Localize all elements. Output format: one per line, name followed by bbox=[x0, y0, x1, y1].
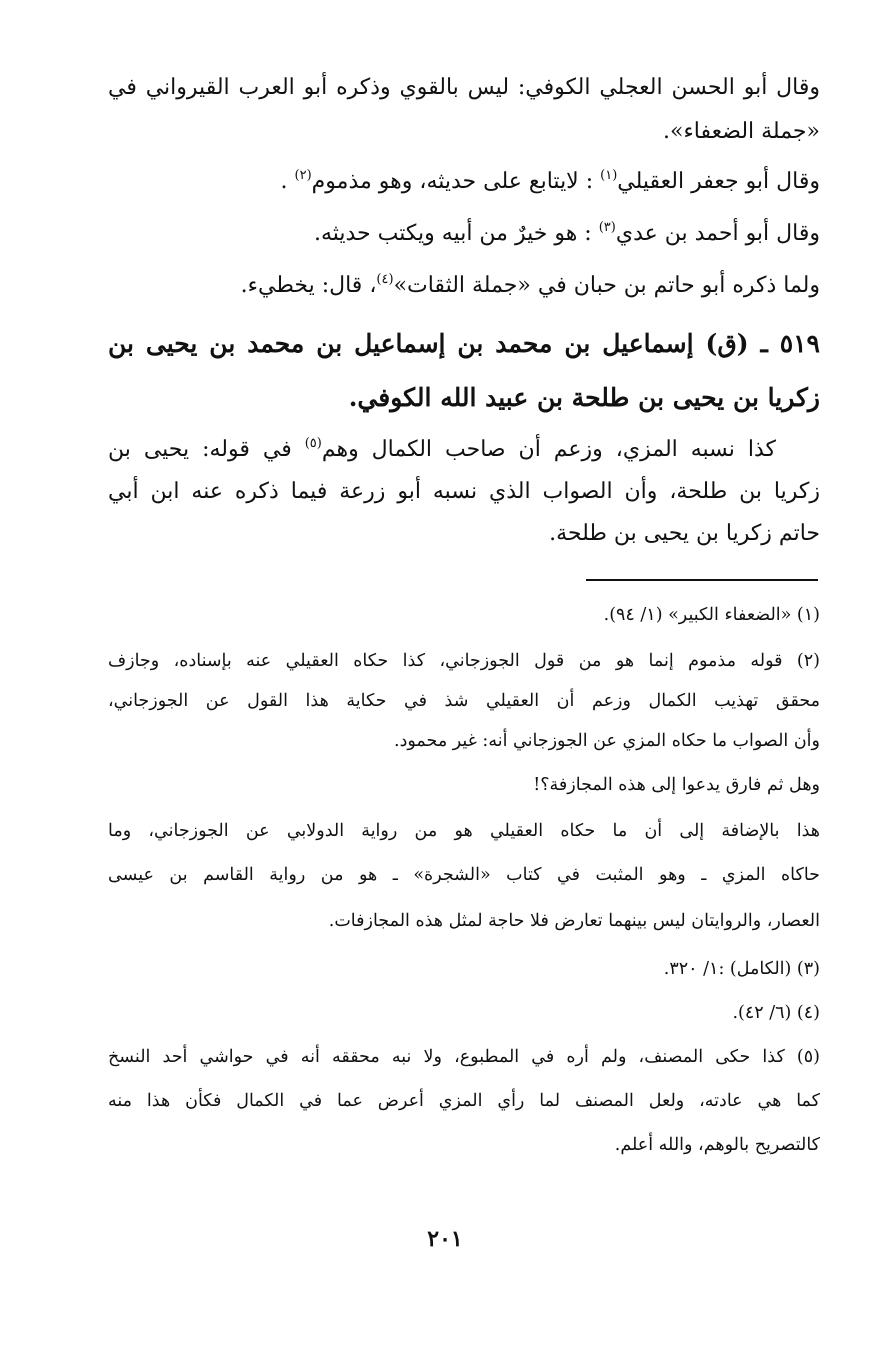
footnote-2: (٢) قوله مذموم إنما هو من قول الجوزجاني، كذا حكاه العقيلي عنه بإسناده، وجازف bbox=[108, 651, 820, 671]
footnote-5-line: كما هي عادته، ولعل المصنف لما رأي المزي أعرض عما في الكمال فكأن هذا منه bbox=[108, 1091, 820, 1111]
body-text: وقال أبو جعفر العقيلي bbox=[617, 169, 820, 194]
footnote-2-line: محقق تهذيب الكمال وزعم أن العقيلي شذ في حكاية هذا القول عن الجوزجاني، bbox=[108, 691, 820, 711]
page-number: ٢٠١ bbox=[427, 1226, 463, 1252]
footnote-ref[interactable]: (٤) bbox=[376, 272, 394, 287]
footnote-3: (٣) (الكامل) :١/ ٣٢٠. bbox=[663, 959, 820, 979]
footnote-ref[interactable]: (١) bbox=[600, 168, 618, 183]
footnote-separator bbox=[586, 579, 818, 581]
body-text: . bbox=[280, 169, 295, 194]
comment-line bbox=[108, 430, 820, 474]
body-line: وقال أبو الحسن العجلي الكوفي: ليس بالقوي وذكره أبو العرب القيرواني في bbox=[108, 75, 820, 100]
footnote-5-line: كالتصريح بالوهم، والله أعلم. bbox=[614, 1135, 820, 1155]
footnote-ref[interactable]: (٢) bbox=[294, 168, 312, 183]
body-line bbox=[108, 266, 820, 310]
entry-heading: ٥١٩ ـ (ق) إسماعيل بن محمد بن إسماعيل بن محمد بن يحيى بن bbox=[108, 329, 820, 358]
body-line bbox=[108, 162, 820, 206]
entry-heading: زكريا بن يحيى بن طلحة بن عبيد الله الكوفي. bbox=[348, 383, 820, 412]
body-text: في قوله: يحيى بن bbox=[108, 437, 305, 462]
body-text: : لايتابع على حديثه، وهو مذموم bbox=[311, 169, 601, 194]
body-text: ولما ذكره أبو حاتم بن حبان في «جملة الثقات» bbox=[393, 273, 820, 298]
body-text: وقال أبو أحمد بن عدي bbox=[615, 221, 820, 246]
body-line bbox=[108, 214, 820, 258]
footnote-2-line: العصار، والروايتان ليس بينهما تعارض فلا حاجة لمثل هذه المجازفات. bbox=[328, 911, 820, 931]
footnote-4: (٤) (٦/ ٤٢). bbox=[732, 1003, 820, 1023]
comment-line: زكريا بن طلحة، وأن الصواب الذي نسبه أبو زرعة فيما ذكره عنه ابن أبي bbox=[108, 479, 820, 504]
footnote-ref[interactable]: (٥) bbox=[304, 436, 322, 451]
footnote-5: (٥) كذا حكى المصنف، ولم أره في المطبوع، ولا نبه محققه أنه في حواشي أحد النسخ bbox=[108, 1047, 820, 1067]
body-text: كذا نسبه المزي، وزعم أن صاحب الكمال وهم bbox=[321, 437, 777, 462]
footnote-2-line: وأن الصواب ما حكاه المزي عن الجوزجاني أنه: غير محمود. bbox=[394, 731, 820, 751]
body-text: : هو خيرٌ من أبيه ويكتب حديثه. bbox=[313, 221, 599, 246]
footnote-ref[interactable]: (٣) bbox=[598, 220, 616, 235]
footnote-2-line: حاكاه المزي ـ وهو المثبت في كتاب «الشجرة» ـ هو من رواية القاسم بن عيسى bbox=[108, 865, 820, 885]
comment-line: حاتم زكريا بن يحيى بن طلحة. bbox=[549, 521, 820, 546]
footnote-2-line: وهل ثم فارق يدعوا إلى هذه المجازفة؟! bbox=[533, 775, 820, 795]
body-line: «جملة الضعفاء». bbox=[663, 119, 820, 144]
footnote-2-line: هذا بالإضافة إلى أن ما حكاه العقيلي هو من رواية الدولابي عن الجوزجاني، وما bbox=[108, 821, 820, 841]
body-text: ، قال: يخطيء. bbox=[240, 273, 377, 298]
footnote-1: (١) «الضعفاء الكبير» (١/ ٩٤). bbox=[603, 605, 820, 625]
